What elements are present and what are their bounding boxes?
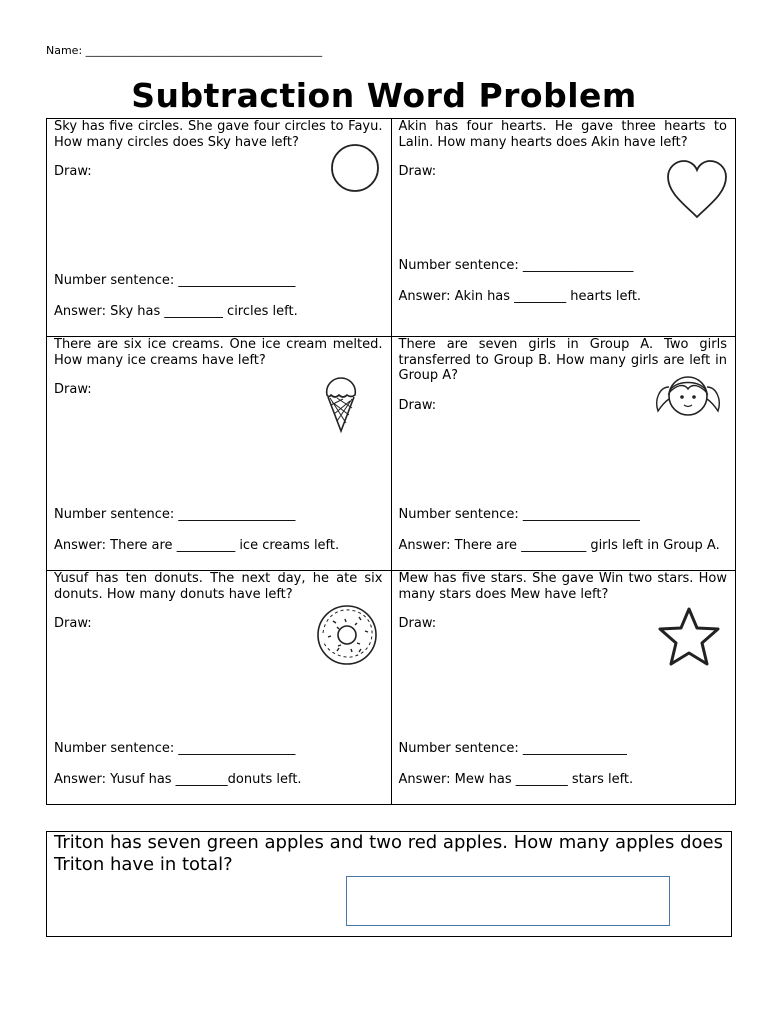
draw-label: Draw:	[54, 616, 92, 631]
problem-cell-1	[47, 119, 392, 337]
number-sentence: Number sentence: __________________	[54, 507, 296, 522]
answer-box[interactable]	[346, 876, 670, 926]
answer-line: Answer: There are __________ girls left in Group A.	[398, 538, 720, 553]
bonus-question: Triton has seven green apples and two red apples. How many apples does Triton have in total?	[54, 832, 723, 875]
problem-question: There are six ice creams. One ice cream melted. How many ice creams have left?	[54, 337, 383, 368]
problem-cell-2	[391, 119, 736, 337]
bonus-problem	[46, 831, 732, 937]
answer-line: Answer: There are _________ ice creams left.	[54, 538, 340, 553]
number-sentence: Number sentence: __________________	[54, 741, 296, 756]
girl-face-icon	[652, 371, 724, 419]
name-line: Name: ___________________________________________	[46, 44, 323, 57]
draw-label: Draw:	[54, 164, 92, 179]
answer-line: Answer: Yusuf has ________donuts left.	[54, 772, 302, 787]
draw-label: Draw:	[398, 616, 437, 631]
page-title: Subtraction Word Problem	[131, 76, 637, 115]
problem-question: Yusuf has ten donuts. The next day, he ate six donuts. How many donuts have left?	[54, 571, 383, 602]
draw-label: Draw:	[54, 382, 92, 397]
number-sentence: Number sentence: _________________	[398, 258, 634, 273]
answer-line: Answer: Sky has _________ circles left.	[54, 304, 298, 319]
problem-cell-6	[391, 571, 736, 805]
draw-label: Draw:	[398, 164, 437, 179]
problem-question: Sky has five circles. She gave four circles to Fayu. How many circles does Sky have left?	[54, 119, 383, 150]
number-sentence: Number sentence: __________________	[398, 507, 640, 522]
problem-question: Akin has four hearts. He gave three hearts to Lalin. How many hearts does Akin have left?	[398, 119, 727, 150]
problem-cell-5	[47, 571, 392, 805]
problem-cell-4	[391, 337, 736, 571]
problem-cell-3	[47, 337, 392, 571]
star-icon	[656, 606, 722, 668]
problems-grid	[46, 118, 736, 805]
answer-line: Answer: Akin has ________ hearts left.	[398, 289, 642, 304]
answer-line: Answer: Mew has ________ stars left.	[398, 772, 634, 787]
circle-icon	[330, 144, 382, 194]
donut-icon	[315, 603, 379, 667]
problem-question: Mew has five stars. She gave Win two stars. How many stars does Mew have left?	[398, 571, 727, 602]
number-sentence: Number sentence: ________________	[398, 741, 627, 756]
draw-label: Draw:	[398, 398, 437, 413]
problem-question: There are seven girls in Group A. Two girls transferred to Group B. How many girls are left in Group A?	[398, 337, 727, 383]
number-sentence: Number sentence: __________________	[54, 273, 296, 288]
ice-cream-icon	[321, 375, 361, 435]
heart-icon	[665, 159, 729, 221]
